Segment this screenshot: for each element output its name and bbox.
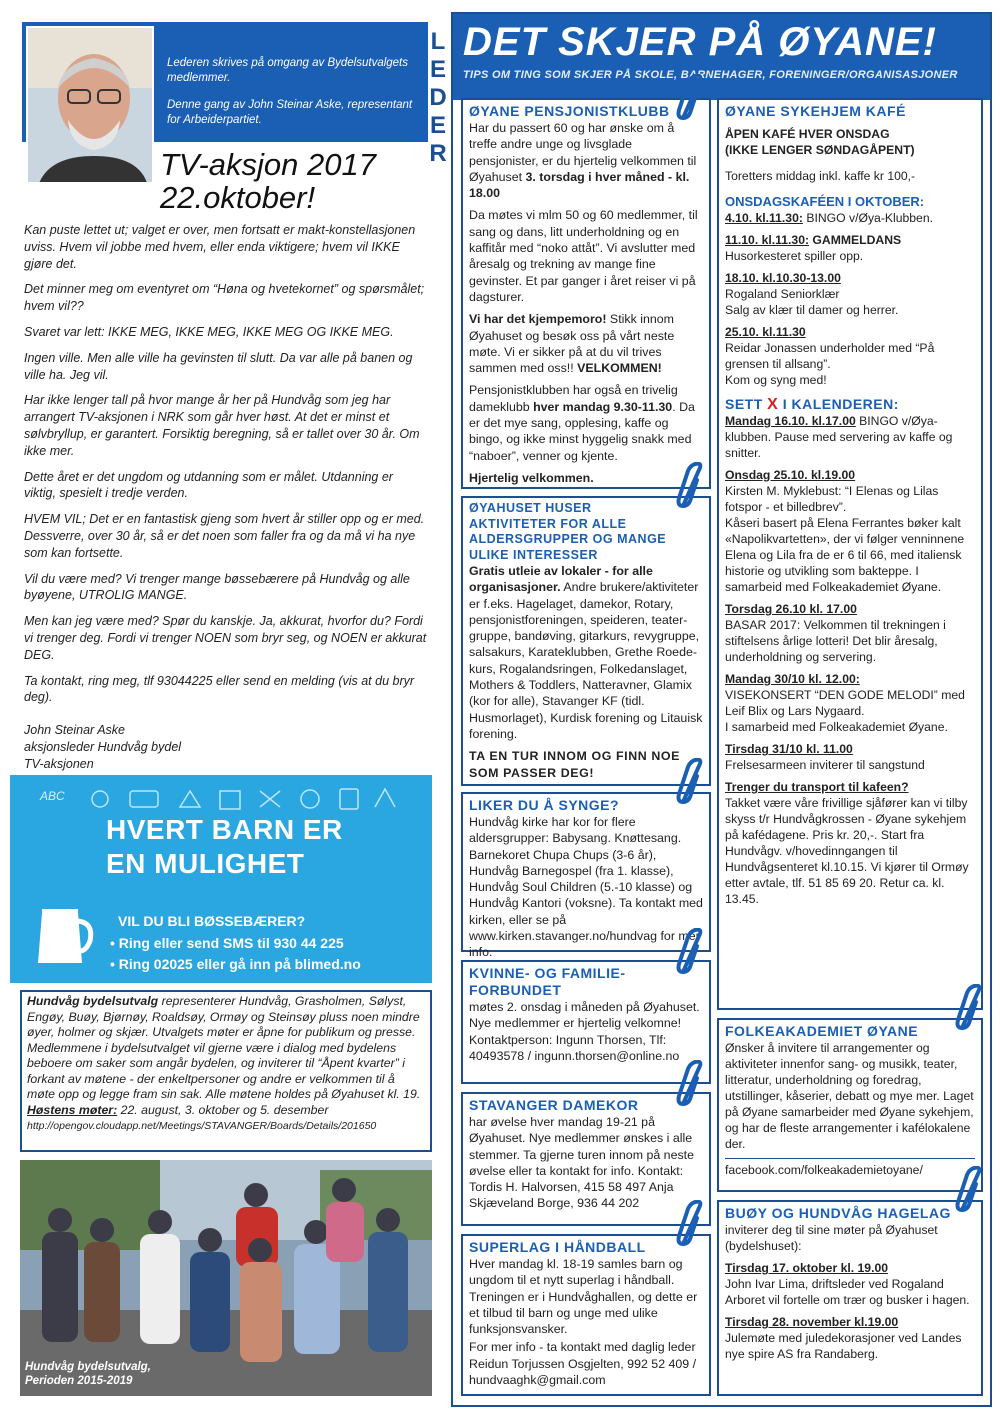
paragraph: Hundvåg kirke har kor for flere aldersgrupper: Babysang. Knøttesang. Barnekoret Chupa Chups (3-6 år), Hundvåg Barnegospel (fra 1. klasse), Hundvåg Soul Children (5.-10 klasse) og Hundvåg Kantori (voksne). Ta kontakt med kirken, eller se på www.kirken.stavanger.no/hundvag for mer info. (469, 815, 703, 960)
paragraph: har øvelse hver mandag 19-21 på Øyahuset. Nye medlemmer ønskes i alle stemmer. Ta gjerne turen innom på neste øvelse eller ta kontakt for info. Kontakt: Tordis H. Halvorsen, 415 58 497 Anja Skjæveland Borge, 936 44 202 (469, 1115, 694, 1211)
heading-line: ØYAHUSET HUSER (469, 501, 592, 515)
event-date: 11.10. kl.11.30: (725, 233, 810, 247)
text: Stikk innom Øyahuset og besøk oss på vårt neste møte. Vi er sikker på at du vil trives sammen med oss!! (469, 312, 675, 376)
text-bold: Gratis utleie av lokaler - for alle organisasjoner. (469, 564, 653, 595)
leder-label (425, 22, 451, 182)
leder-letter: L (430, 28, 446, 55)
event-date: Tirsdag 31/10 kl. 11.00 (725, 742, 853, 756)
box-heading: FOLKEAKADEMIET ØYANE (725, 1023, 919, 1039)
paragraph: Dette året er det ungdom og utdanning som er målet. Utdanning er viktig, spesielt i tredje verden. (24, 469, 393, 501)
paperclip-icon (673, 462, 707, 512)
leder-letter: E (429, 112, 446, 139)
ad-headline-1: HVERT BARN ER (106, 814, 343, 845)
paragraph: Svaret var lett: IKKE MEG, IKKE MEG, IKKE MEG OG IKKE MEG. (24, 324, 394, 339)
paragraph: inviterer deg til sine møter på Øyahuset (bydelshuset): (725, 1223, 938, 1253)
text-bold: Vi har det kjempemoro! (469, 312, 607, 327)
kafe-box (717, 98, 983, 1010)
text: . Da er det mye sang, opplesing, kaffe og bingo, og ikke minst hyggelig snakk med “naboer”, venner og kjente. (469, 399, 695, 463)
leder-letter: E (429, 56, 446, 83)
header-line-2: Denne gang av John Steinar Aske, representant for Arbeiderpartiet. (167, 99, 413, 126)
tv-aksjonen-ad (10, 775, 432, 983)
photo-caption-2: Perioden 2015-2019 (25, 1375, 133, 1387)
event-date: 25.10. kl.11.30 (725, 325, 806, 339)
event-text: Kåseri basert på Elena Ferrantes bøker kalt «Napolikvartetten», der vi følger venninnene Elena og Lila fra de er 6 til 66, med italiensk historie og utvikling som bakteppe. I samarbeid med Folkeakademiet Øyane. (725, 516, 965, 594)
pensjonistklubb-box (461, 98, 711, 489)
heading-line: ULIKE INTERESSER (469, 547, 598, 562)
event-text: Julemøte med juledekorasjoner ved Landes nye spire AS fra Randaberg. (725, 1331, 962, 1361)
signature-name: John Steinar Aske (24, 723, 125, 738)
handball-box (461, 1234, 711, 1396)
text: Har du passert 60 og har ønske om å treffe andre unge og livsglade pensjonister, er du hjertelig velkommen til Øyahuset (469, 121, 697, 184)
heading-part: I KALENDEREN: (778, 396, 899, 412)
event-date: Tirsdag 28. november kl.19.00 (725, 1315, 899, 1329)
text-bold: Hjertelig velkommen. (469, 470, 594, 485)
event-text: BINGO v/Øya-Klubben. (802, 211, 933, 225)
event-text: Reidar Jonassen underholder med “På grensen til allsang”. (725, 341, 935, 371)
box-heading: STAVANGER DAMEKOR (469, 1097, 639, 1113)
paperclip-icon (673, 1060, 707, 1110)
doodle-icons (40, 783, 400, 815)
box-heading: BUØY OG HUNDVÅG HAGELAG (725, 1205, 951, 1221)
event-date: Torsdag 26.10 kl. 17.00 (725, 602, 857, 616)
paragraph: HVEM VIL; Det er en fantastisk gjeng som hvert år stiller opp og er med. Dessverre, over 30 år, så er det noen som faller fra og da må vi ha nye som kan fortsette. (24, 512, 425, 560)
paperclip-icon (952, 984, 986, 1034)
event-text: Kirsten M. Myklebust: “I Elenas og Lilas fotspor - et billedbrev”. (725, 484, 939, 514)
council-dates-label: Høstens møter: (27, 1102, 118, 1117)
paragraph: Da møtes vi mlm 50 og 60 medlemmer, til sang og dans, litt underholdning og en kaffitår med “noko attåt”. Vi avslutter med åresalg og trekning av mange fine gevinster. Et par ganger i året reiser vi på dagsturer. (469, 208, 698, 304)
paperclip-icon (952, 1166, 986, 1216)
event-text: Salg av klær til damer og herrer. (725, 303, 899, 317)
author-portrait (26, 26, 154, 184)
signature-role: aksjonsleder Hundvåg bydel (24, 739, 182, 754)
box-heading (469, 501, 703, 563)
leder-letter: R (429, 140, 447, 167)
events-header (453, 14, 990, 100)
event-date: Mandag 30/10 kl. 12.00: (725, 672, 860, 686)
box-heading: ØYANE SYKEHJEM KAFÉ (725, 103, 906, 119)
event-date: Onsdag 25.10. kl.19.00 (725, 468, 856, 482)
paragraph: Ta kontakt, ring meg, tlf 93044225 eller send en melding (vis at du bryr deg). (24, 673, 415, 705)
paragraph: Men kan jeg være med? Spør du kanskje. Ja, akkurat, hvorfor du? Fordi vi trenger deg. Fordi vi trenger NOEN som bryr seg, og NOEN er akkurat DEG. (24, 614, 427, 662)
events-title: DET SKJER PÅ ØYANE! (463, 20, 937, 64)
paragraph: møtes 2. onsdag i måneden på Øyahuset. Nye medlemmer er hjertelig velkomne! Kontaktperson: Ingunn Thorsen, Tlf: 40493578 / ingunn.thorsen@online.no (469, 1000, 700, 1063)
title-line-1: TV-aksjon 2017 (160, 147, 376, 182)
header-line-1: Lederen skrives på omgang av Bydelsutvalgets medlemmer. (167, 57, 409, 84)
paperclip-icon (673, 74, 707, 124)
event-date: 18.10. kl.10.30-13.00 (725, 271, 841, 285)
heading-line: KVINNE- OG FAMILIE- (469, 965, 626, 981)
ad-question: VIL DU BLI BØSSEBÆRER? (118, 913, 306, 929)
box-heading: ØYANE PENSJONISTKLUBB (469, 103, 670, 119)
event-date: Tirsdag 17. oktober kl. 19.00 (725, 1261, 889, 1275)
council-photo (20, 1160, 432, 1396)
text-bold: TA EN TUR INNOM OG FINN NOE SOM PASSER DEG! (469, 749, 681, 780)
text-bold: 3. torsdag i hver måned - kl. 18.00 (469, 169, 690, 201)
photo-caption-1: Hundvåg bydelsutvalg, (25, 1361, 151, 1373)
council-lead: Hundvåg bydelsutvalg (27, 994, 159, 1008)
collection-box-icon (28, 907, 96, 967)
facebook-link[interactable]: facebook.com/folkeakademietoyane/ (725, 1158, 975, 1178)
council-text: representerer Hundvåg, Grasholmen, Sølyst, Engøy, Buøy, Bjørnøy, Roaldsøy, Ormøy og Steinsøy pluss noen mindre øyer, holmer og skjær. Utvalgets møter er åpne for publikum og presse. Medlemmene i bydelsutvalget vil gjerne være i dialog med bydelens beboere om saker som angår bydelen, og inviterer til “Åpent kvarter” i forkant av møtene - der enkeltpersoner og andre er velkommen til å møte opp og legge fram sin sak. Alle møtene holdes på Øyahuset kl. 19. (27, 994, 421, 1101)
box-heading: SUPERLAG I HÅNDBALL (469, 1239, 646, 1255)
text: Andre brukere/aktiviteter er f.eks. Hagelaget, damekor, Rotary, pensjonistforeningen, speideren, teater-gruppe, bandøving, gitarkurs, revygruppe, salsakurs, Karateklubben, Grethe Roede-kurs, Rogalandsringen, Folkedanslaget, Mothers & Toddlers, Natteravner, Glamix (kor for alle), Stavanger KF (tidl. Husmorlaget), Kurdisk forening og Litauisk forening. (469, 580, 703, 741)
text-bold: VELKOMMEN! (577, 361, 662, 376)
transport-heading: Trenger du transport til kafeen? (725, 780, 909, 794)
text-bold: ÅPEN KAFÉ HVER ONSDAG (725, 127, 890, 141)
paragraph: Det minner meg om eventyret om “Høna og hvetekornet” og spørsmålet; hvem vil?? (24, 282, 425, 314)
header-intro (167, 56, 422, 140)
event-text: VISEKONSERT “DEN GODE MELODI” med Leif Blix og Lars Nygaard. (725, 688, 965, 718)
leader-header (22, 22, 428, 142)
heading-line: FORBUNDET (469, 982, 562, 998)
paragraph: Har ikke lenger tall på hvor mange år her på Hundvåg som jeg har arrangert TV-aksjonen i NRK som går hver høst. At det er minst et sølvbryllup, er garantert. Forsiktig beregning, så er tallet over 30 år. Om ikke mer. (24, 393, 420, 458)
leder-text (427, 28, 449, 168)
paragraph: For mer info - ta kontakt med daglig leder Reidun Torjussen Osgjelten, 992 52 409 / hundvaaghk@gmail.com (469, 1340, 697, 1388)
event-text: Husorkesteret spiller opp. (725, 249, 864, 263)
event-text: Kom og syng med! (725, 373, 827, 387)
text: Pensjonistklubben har også en trivelig dameklubb (469, 383, 678, 414)
ad-abc: ABC (40, 789, 65, 803)
heading-part: SETT (725, 396, 768, 412)
article-body (24, 222, 428, 773)
hagelag-box (717, 1200, 983, 1396)
heading-line: AKTIVITETER FOR ALLE (469, 516, 627, 531)
ad-line-1: • Ring eller send SMS til 930 44 225 (110, 935, 344, 951)
leder-letter: D (429, 84, 447, 111)
paperclip-icon (673, 1200, 707, 1250)
ad-headline-2: EN MULIGHET (106, 848, 305, 879)
box-heading (469, 965, 703, 999)
ad-line-2: • Ring 02025 eller gå inn på blimed.no (110, 956, 361, 972)
event-text: GAMMELDANS (809, 233, 902, 247)
ad-headline (106, 813, 343, 881)
paperclip-icon (673, 928, 707, 978)
oyahuset-box (461, 496, 711, 786)
event-date: Mandag 16.10. kl.17.00 (725, 414, 856, 428)
council-info (20, 990, 432, 1152)
title-line-2: 22.oktober! (160, 180, 316, 215)
event-text: BINGO v/Øya-klubben. Pause med servering av kaffe og snitter. (725, 414, 953, 460)
heading-line: ALDERSGRUPPER OG MANGE (469, 532, 667, 546)
event-text: Frelsesarmeen inviterer til sangstund (725, 758, 925, 772)
event-text: BASAR 2017: Velkommen til trekningen i stiftelsens årlige lotteri! Det blir åresalg, underholdning og servering. (725, 618, 946, 664)
event-text: I samarbeid med Folkeakademiet Øyane. (725, 720, 948, 734)
article-title (160, 148, 376, 214)
paragraph: Ønsker å invitere til arrangementer og aktiviteter innenfor sang- og musikk, teater, litteratur, underholdning og foredrag, utstillinger, kåserier, debatt og mye mer. Laget på Øyane samarbeider med Øyane sykehjem, og har de fleste arrangementer i kafélokalene der. (725, 1041, 974, 1151)
folkeakademiet-box (717, 1018, 983, 1192)
paperclip-icon (673, 758, 707, 808)
event-text: Takket være våre frivillige sjåfører kan vi tilby skyss t/r Hundvågkrossen - Øyane sykehjem på kafédagene. Pris kr. 20,-. Start fra Hundvågv. v/hovedinngangen til Hundvågsenteret kl.10.15. Vi kjører til Ormøy etter avtale, tlf. 51 85 69 20. Retur ca. kl. 13.45. (725, 796, 969, 906)
paragraph: Ingen ville. Men alle ville ha gevinsten til slutt. Da var alle på banen og ville ha. Jeg vil. (24, 350, 413, 382)
paragraph: Hver mandag kl. 18-19 samles barn og ungdom til et nytt superlag i håndball. Treningen er i Hundvåghallen, og dette er et tilbud til barn og unge med ulike funksjonsvansker. (469, 1257, 698, 1337)
event-text: John Ivar Lima, driftsleder ved Rogaland Arboret vil fortelle om trær og busker i hagen. (725, 1277, 970, 1307)
red-x-icon: X (767, 396, 779, 413)
paragraph: Kan puste lettet ut; valget er over, men fortsatt er makt-konstellasjonen uviss. Hvem vil jobbe med hvem, eller enda viktigere; hvem vil IKKE gjøre det. (24, 223, 416, 271)
event-date: 4.10. kl.11.30: (725, 211, 803, 225)
photo-caption (25, 1360, 151, 1388)
council-url[interactable]: http://opengov.cloudapp.net/Meetings/STAVANGER/Boards/Details/201650 (27, 1120, 377, 1132)
signature (24, 722, 428, 772)
text-bold: (IKKE LENGER SØNDAGÅPENT) (725, 143, 915, 157)
signature-org: TV-aksjonen (24, 756, 94, 771)
events-subtitle: TIPS OM TING SOM SKJER PÅ SKOLE, BARNEHAGER, FORENINGER/ORGANISASJONER (463, 69, 958, 81)
paragraph: Toretters middag inkl. kaffe kr 100,- (725, 169, 916, 183)
council-dates: 22. august, 3. oktober og 5. desember (117, 1102, 329, 1117)
calendar-heading (725, 396, 975, 413)
october-heading: ONSDAGSKAFÉEN I OKTOBER: (725, 194, 925, 209)
paragraph: Vil du være med? Vi trenger mange bøssebærere på Hundvåg og alle byøyene, UTROLIG MANGE. (24, 571, 410, 603)
text-bold: hver mandag 9.30-11.30 (533, 399, 673, 414)
box-heading: LIKER DU Å SYNGE? (469, 797, 620, 813)
event-text: Rogaland Seniorklær (725, 287, 840, 301)
